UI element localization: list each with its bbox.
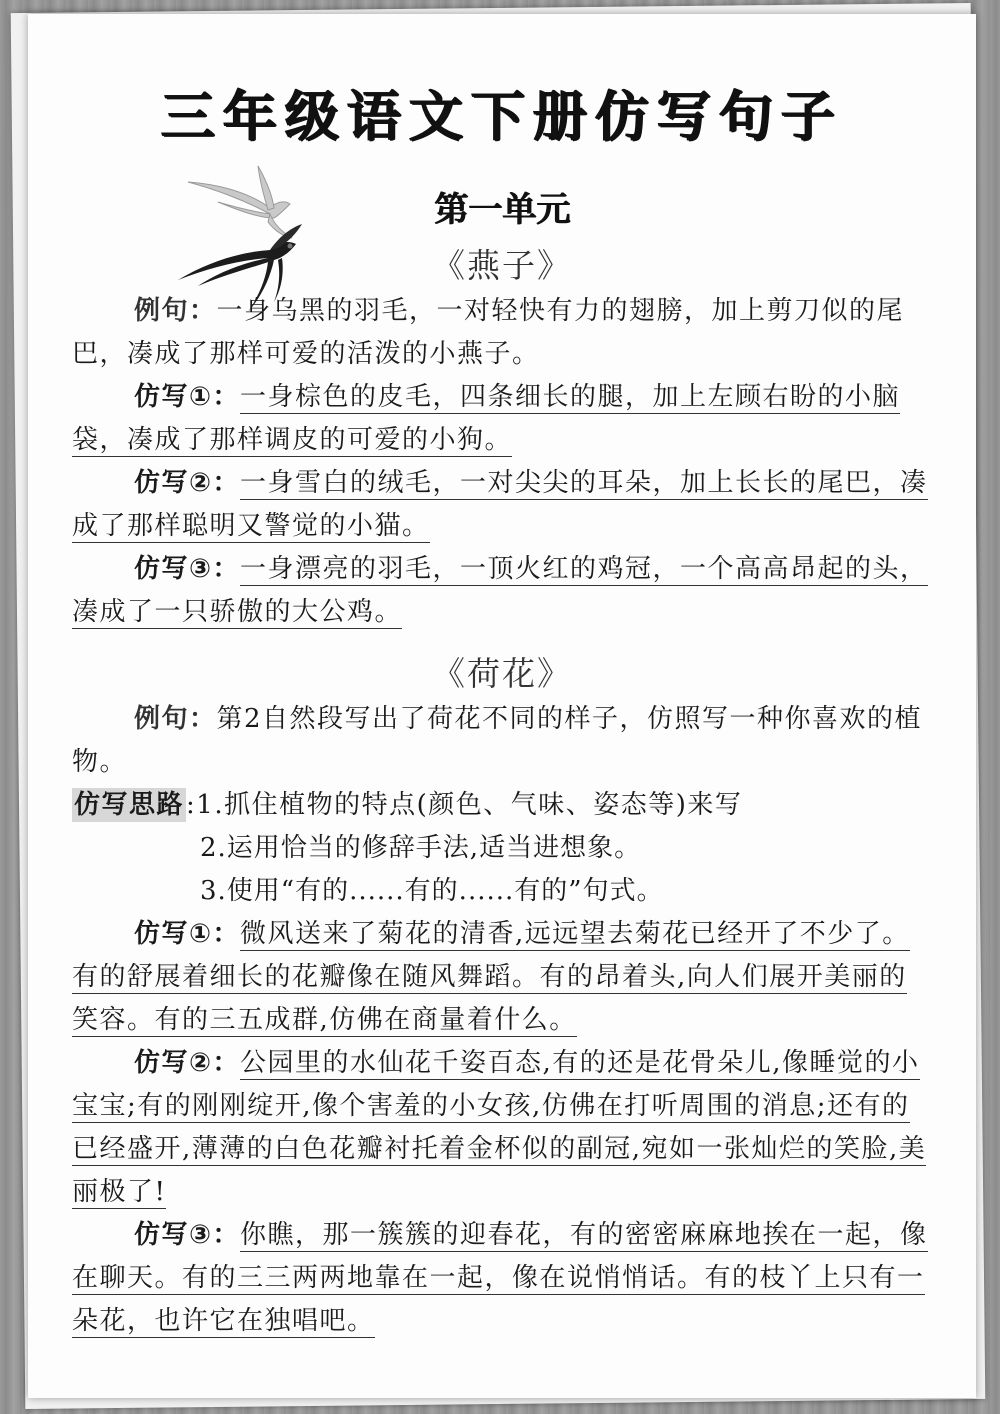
writing-ideas-label: 仿写思路 [74,790,185,820]
worksheet-page [28,14,976,1398]
section-title-lotus: 《荷花》 [432,654,572,693]
imitation-2-2 [72,1042,928,1214]
writing-idea-item: 3.使用“有的......有的......有的”句式。 [200,876,664,906]
imitation-text: 公园里的水仙花千姿百态,有的还是花骨朵儿,像睡觉的小宝宝;有的刚刚绽开,像个害羞的小女孩,仿佛在打听周围的消息;还有的已经盛开,薄薄的白色花瓣衬托着金杯似的副冠,宛如一张灿烂的笑脸,美丽极了! [72,1048,927,1207]
imitation-label: 仿写③： [134,554,241,584]
imitation-label: 仿写②： [134,468,241,498]
writing-idea-item: 2.运用恰当的修辞手法,适当进想象。 [200,833,642,863]
example-text: 一身乌黑的羽毛，一对轻快有力的翅膀，加上剪刀似的尾巴，凑成了那样可爱的活泼的小燕子。 [72,296,905,369]
imitation-text: 一身漂亮的羽毛，一顶火红的鸡冠，一个高高昂起的头，凑成了一只骄傲的大公鸡。 [72,554,928,627]
example-sentence-2 [72,698,928,784]
example-text: 第2自然段写出了荷花不同的样子，仿照写一种你喜欢的植物。 [72,704,923,777]
imitation-text: 一身雪白的绒毛，一对尖尖的耳朵，加上长长的尾巴，凑成了那样聪明又警觉的小猫。 [72,468,928,541]
example-label: 例句： [134,296,217,326]
unit-heading: 第一单元 [434,190,570,230]
imitation-text: 一身棕色的皮毛，四条细长的腿，加上左顾右盼的小脑袋，凑成了那样调皮的可爱的小狗。 [72,382,901,455]
imitation-label: 仿写①： [134,919,241,949]
imitation-1-1 [72,376,928,462]
example-label: 例句： [134,704,217,734]
imitation-2-3 [72,1214,928,1343]
section-title-swallow: 《燕子》 [432,246,572,285]
imitation-label: 仿写③： [134,1220,241,1250]
imitation-1-3 [72,548,928,634]
writing-ideas [72,784,928,827]
example-sentence-1 [72,290,928,376]
imitation-1-2 [72,462,928,548]
imitation-label: 仿写②： [134,1048,241,1078]
imitation-2-1 [72,913,928,1042]
writing-idea-item: :1.抓住植物的特点(颜色、气味、姿态等)来写 [186,790,743,820]
page-title: 三年级语文下册仿写句子 [161,85,843,148]
imitation-label: 仿写①： [134,382,241,412]
imitation-text: 你瞧，那一簇簇的迎春花，有的密密麻麻地挨在一起，像在聊天。有的三三两两地靠在一起，像在说悄悄话。有的枝丫上只有一朵花，也许它在独唱吧。 [72,1220,928,1336]
imitation-text: 微风送来了菊花的清香,远远望去菊花已经开了不少了。有的舒展着细长的花瓣像在随风舞蹈。有的昂着头,向人们展开美丽的笑容。有的三五成群,仿佛在商量着什么。 [72,919,910,1035]
